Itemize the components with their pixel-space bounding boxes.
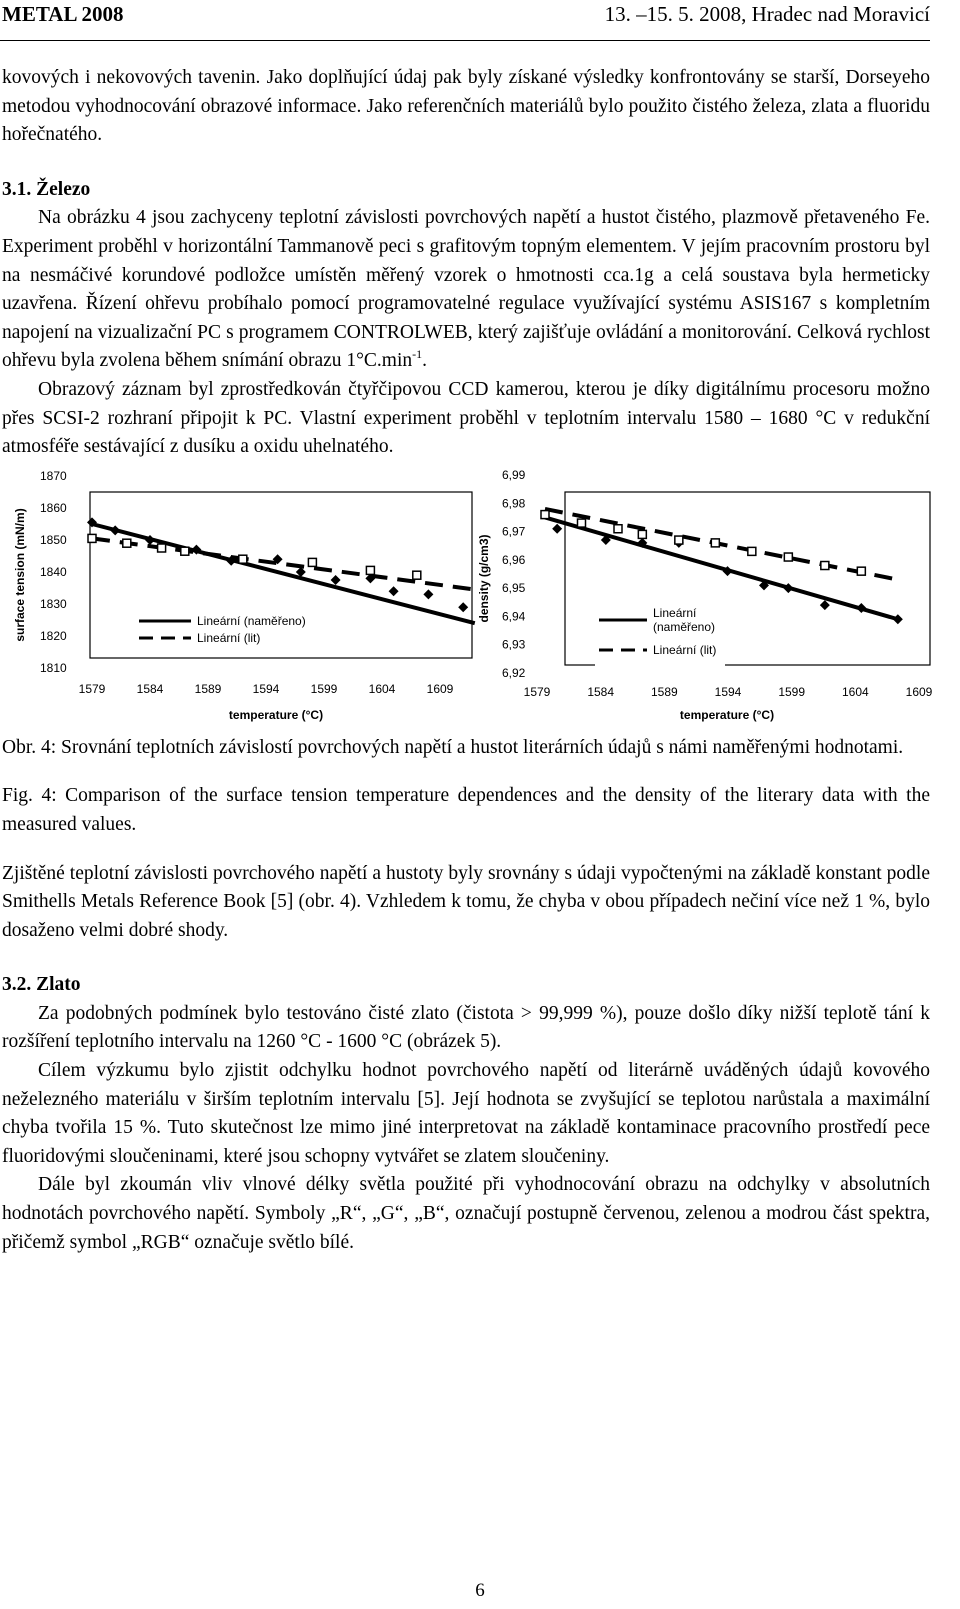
main-content: [2, 64, 933, 1257]
chart1-series-1-point: [638, 530, 646, 538]
chart1-series-1-point: [541, 510, 549, 518]
chart1-x-tick-label: 1599: [778, 684, 806, 699]
chart1-series-1-point: [748, 547, 756, 555]
chart0-x-tick-label: 1579: [78, 681, 106, 696]
chart1-x-tick-label: 1584: [587, 684, 615, 699]
chart0-series-0-point: [458, 602, 468, 612]
chart0-x-tick-label: 1604: [368, 681, 396, 696]
chart0-series-1-point: [366, 566, 374, 574]
page-number: 6: [475, 1580, 485, 1601]
chart1-x-tick-label: 1579: [523, 684, 551, 699]
gold-paragraph-3: Dále byl zkoumán vliv vlnové délky světla použité při vyhodnocování obrazu na odchylky v absolutních hodnotách povrchového napětí. Symboly „R“, „G“, „B“, označují postupně červenou, zelenou a modrou část spektra, přičemž symbol „RGB“ označuje světlo bílé.: [2, 1174, 930, 1253]
chart1-series-1-point: [821, 561, 829, 569]
chart1-y-tick-label: 6,96: [502, 552, 526, 567]
chart0-series-1-point: [88, 534, 96, 542]
chart1-legend-label-1: Lineární (lit): [653, 642, 717, 657]
chart-density: [475, 467, 935, 732]
iron-paragraph-1-sup: -1: [412, 347, 423, 362]
chart0-x-tick-label: 1599: [310, 681, 338, 696]
chart1-legend-label-0: Lineární: [653, 605, 697, 620]
section-heading-gold: 3.2. Zlato: [2, 974, 81, 996]
chart1-series-1-point: [784, 553, 792, 561]
chart0-y-tick-label: 1810: [40, 660, 67, 675]
chart0-series-1-trendline: [92, 538, 475, 589]
chart0-series-1-point: [308, 558, 316, 566]
chart0-series-0-point: [110, 525, 120, 535]
gold-paragraph-2: Cílem výzkumu bylo zjistit odchylku hodnot povrchového napětí od literárně uváděných údajů kovového neželezného materiálu v širším teplotním intervalu [5]. Její hodnota se zvyšující se teplotou narůstala a maximální chyba tvořila 15 %. Tuto skutečnost lze mimo jiné interpretovat na základě kontaminace pracovního prostředí pece fluoridovými sloučeninami, které jsou schopny vytvářet se zlatem sloučeniny.: [2, 1060, 930, 1167]
chart1-series-0-trendline: [545, 517, 898, 619]
chart0-series-0-point: [389, 586, 399, 596]
chart1-series-0-point: [552, 523, 562, 533]
chart1-series-1-point: [614, 524, 622, 532]
chart1-y-tick-label: 6,92: [502, 665, 526, 680]
chart0-x-tick-label: 1589: [194, 681, 222, 696]
chart0-x-axis-label: temperature (°C): [228, 707, 324, 722]
chart1-y-tick-label: 6,98: [502, 496, 526, 511]
page-header: [0, 0, 930, 41]
chart0-legend-label-1: Lineární (lit): [197, 630, 261, 645]
comparison-paragraph: Zjištěné teplotní závislosti povrchového napětí a hustoty byly srovnány s údaji vypočtenými na základě konstant podle Smithells Metals Reference Book [5] (obr. 4). Vzhledem k tomu, že chyba v obou případech nečiní více než 1 %, bylo dosaženo velmi dobré shody.: [2, 862, 930, 941]
chart0-x-tick-label: 1584: [136, 681, 164, 696]
chart0-series-1-point: [123, 539, 131, 547]
chart0-y-tick-label: 1830: [40, 596, 67, 611]
chart1-y-tick-label: 6,94: [502, 609, 526, 624]
iron-paragraph-1-end: .: [422, 350, 428, 372]
iron-paragraph-2: Obrazový záznam byl zprostředkován čtyřčipovou CCD kamerou, kterou je díky digitálnímu procesoru možno přes SCSI-2 rozhraní připojit k PC. Vlastní experiment proběhl v teplotním intervalu 1580 – 1680 °C v redukční atmosféře sestávající z dusíku a oxidu uhelnatého.: [2, 378, 930, 458]
chart-surface-tension-svg: [10, 470, 485, 732]
chart1-x-tick-label: 1604: [841, 684, 869, 699]
chart1-y-axis-label: density (g/cm3): [477, 534, 491, 623]
chart1-legend-label-0: (naměřeno): [653, 619, 716, 634]
chart0-y-tick-label: 1850: [40, 532, 67, 547]
figure-4-charts: [2, 467, 933, 732]
chart1-y-tick-label: 6,95: [502, 580, 526, 595]
iron-paragraph-1-text: Na obrázku 4 jsou zachyceny teplotní závislosti povrchových napětí a hustot čistého, plazmově přetaveného Fe. Experiment proběhl v horizontální Tammanově peci s grafitovým topným elementem. V jejím pracovním prostoru byl na nesmáčivé korundové podložce umístěn měřený vzorek o hmotnosti cca.1g a celá soustava byla hermeticky uzavřena. Řízení ohřevu probíhalo pomocí programovatelné regulace využívající systému ASIS167 s kompletním napojení na vizualizační PC s programem CONTROLWEB, který zajišťuje ovládání a monitorování. Celková rychlost ohřevu byla zvolena během snímání obrazu 1°C.min: [2, 207, 930, 372]
chart0-y-tick-label: 1860: [40, 500, 67, 515]
section-heading-iron: 3.1. Železo: [2, 178, 91, 200]
chart1-x-axis-label: temperature (°C): [679, 707, 775, 722]
chart-density-svg: [475, 467, 935, 732]
chart0-y-axis-label: surface tension (mN/m): [13, 508, 27, 642]
chart1-y-tick-label: 6,93: [502, 637, 526, 652]
chart0-series-0-point: [423, 589, 433, 599]
chart0-series-1-point: [239, 555, 247, 563]
chart1-y-tick-label: 6,99: [502, 467, 526, 482]
chart1-series-1-point: [711, 539, 719, 547]
chart0-y-tick-label: 1870: [40, 468, 67, 483]
chart0-y-tick-label: 1840: [40, 564, 67, 579]
chart0-legend-label-0: Lineární (naměřeno): [197, 613, 306, 628]
chart1-series-1-point: [857, 567, 865, 575]
chart1-y-tick-label: 6,97: [502, 524, 526, 539]
chart-surface-tension: [10, 470, 485, 732]
chart0-series-1-point: [181, 547, 189, 555]
chart0-series-1-point: [413, 571, 421, 579]
iron-paragraph-1: [2, 204, 930, 376]
chart1-x-tick-label: 1609: [905, 684, 933, 699]
gold-paragraph-1: Za podobných podmínek bylo testováno čisté zlato (čistota > 99,999 %), pouze došlo díky nižší teplotě tání k rozšíření teplotního intervalu na 1260 °C - 1600 °C (obrázek 5).: [2, 1002, 930, 1053]
chart1-series-0-point: [820, 600, 830, 610]
conference-name: METAL 2008: [2, 2, 124, 26]
chart0-x-tick-label: 1594: [252, 681, 280, 696]
chart1-series-1-point: [578, 519, 586, 527]
chart0-y-tick-label: 1820: [40, 628, 67, 643]
chart1-series-0-point: [893, 614, 903, 624]
chart0-series-0-point: [331, 575, 341, 585]
conference-date-place: 13. –15. 5. 2008, Hradec nad Moravicí: [604, 2, 930, 26]
chart0-x-tick-label: 1609: [426, 681, 454, 696]
chart1-x-tick-label: 1589: [650, 684, 678, 699]
intro-paragraph: kovových i nekovových tavenin. Jako doplňující údaj pak byly získané výsledky konfrontovány se starší, Dorseyeho metodou vyhodnocování obrazové informace. Jako referenčních materiálů bylo použito čistého železa, zlata a fluoridu hořečnatého.: [2, 67, 930, 146]
figure-caption-cz: Obr. 4: Srovnání teplotních závislostí povrchových napětí a hustot literárních údajů s námi naměřenými hodnotami.: [2, 736, 904, 758]
chart1-x-tick-label: 1594: [714, 684, 742, 699]
chart1-series-1-point: [675, 536, 683, 544]
chart0-series-1-point: [158, 544, 166, 552]
figure-caption-en: Fig. 4: Comparison of the surface tension temperature dependences and the density of the literary data with the measured values.: [2, 785, 930, 835]
